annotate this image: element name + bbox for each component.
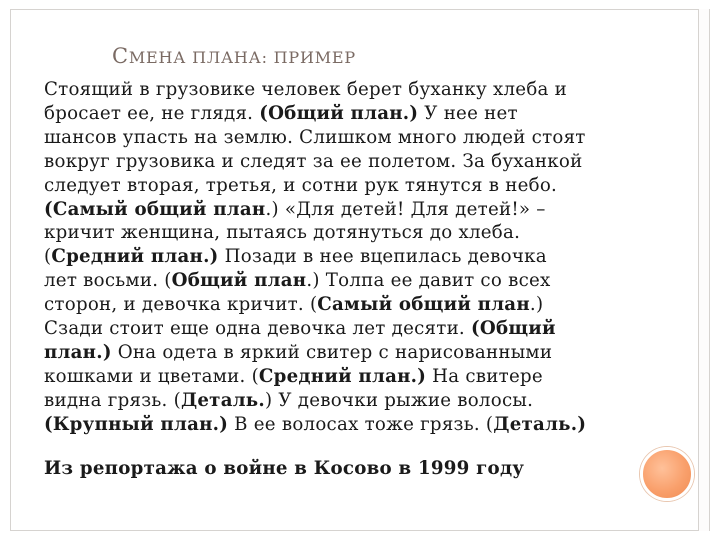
body-text-segment: .) «Для детей! Для детей!» – [265, 198, 546, 220]
title-part-2: ПРИМЕР [273, 48, 356, 67]
body-line [44, 413, 644, 437]
body-text-segment: сторон, и девочка кричит. ( [44, 294, 318, 316]
shot-type-label: (Самый общий план [44, 198, 266, 220]
body-line [44, 221, 644, 245]
body-text-segment: .) [529, 294, 544, 316]
shot-type-label: (Общий план.) [259, 102, 419, 124]
shot-type-label: (Общий [471, 318, 556, 340]
body-line [44, 389, 644, 413]
body-text-segment: кричит женщина, пытаясь дотянуться до хлеба. [44, 222, 521, 244]
body-text-segment: В ее волосах тоже грязь. ( [228, 413, 494, 435]
body-text-segment: следует вторая, третья, и сотни рук тянутся в небо. [44, 174, 558, 196]
body-text-segment: лет восьми. ( [44, 270, 172, 292]
slide-title [112, 44, 356, 68]
shot-type-label: Общий план [171, 270, 307, 292]
title-part-1: МЕНА ПЛАНА [128, 48, 262, 67]
shot-type-label: Средний план.) [258, 365, 427, 387]
body-line [44, 198, 644, 222]
body-line [44, 126, 644, 150]
shot-type-label: Средний план.) [51, 246, 219, 268]
body-text-segment: вокруг грузовика и следят за ее полетом. За буханкой [44, 150, 583, 172]
body-text-segment: У нее нет [418, 102, 518, 124]
body-line [44, 365, 644, 389]
body-text-segment: шансов упасть на землю. Слишком много людей стоят [44, 126, 586, 148]
body-line [44, 174, 644, 198]
body-text-segment: Она одета в яркий свитер с нарисованными [111, 341, 553, 363]
decorative-circle [640, 447, 694, 501]
body-text-segment: .) Толпа ее давит со всех [306, 270, 551, 292]
body-text-segment: Сзади стоит еще одна девочка лет десяти. [44, 318, 471, 340]
slide-frame-right-band [698, 9, 710, 531]
shot-type-label: план.) [44, 341, 112, 363]
source-note: Из репортажа о войне в Косово в 1999 году [44, 458, 525, 479]
body-line [44, 341, 644, 365]
shot-type-label: Деталь. [180, 389, 265, 411]
body-line [44, 317, 644, 341]
body-text-segment: видна грязь. ( [44, 389, 181, 411]
body-line [44, 78, 644, 102]
body-line [44, 269, 644, 293]
body-line [44, 245, 644, 269]
shot-type-label: Деталь.) [493, 413, 587, 435]
body-text-segment: бросает ее, не глядя. [44, 102, 260, 124]
body-line [44, 150, 644, 174]
title-colon: : [261, 48, 274, 67]
body-line [44, 293, 644, 317]
body-text [44, 78, 644, 437]
body-text-segment: кошками и цветами. ( [44, 365, 259, 387]
body-text-segment: Стоящий в грузовике человек берет буханку хлеба и [44, 79, 568, 100]
body-text-segment: Позади в нее вцепилась девочка [218, 246, 547, 268]
body-text-segment: На свитере [426, 365, 543, 387]
body-text-segment: ) У девочки рыжие волосы. [264, 389, 534, 411]
shot-type-label: Самый общий план [317, 294, 530, 316]
body-line [44, 102, 644, 126]
title-cap: С [112, 44, 129, 68]
shot-type-label: (Крупный план.) [44, 413, 229, 435]
body-text-segment: ( [44, 246, 52, 268]
